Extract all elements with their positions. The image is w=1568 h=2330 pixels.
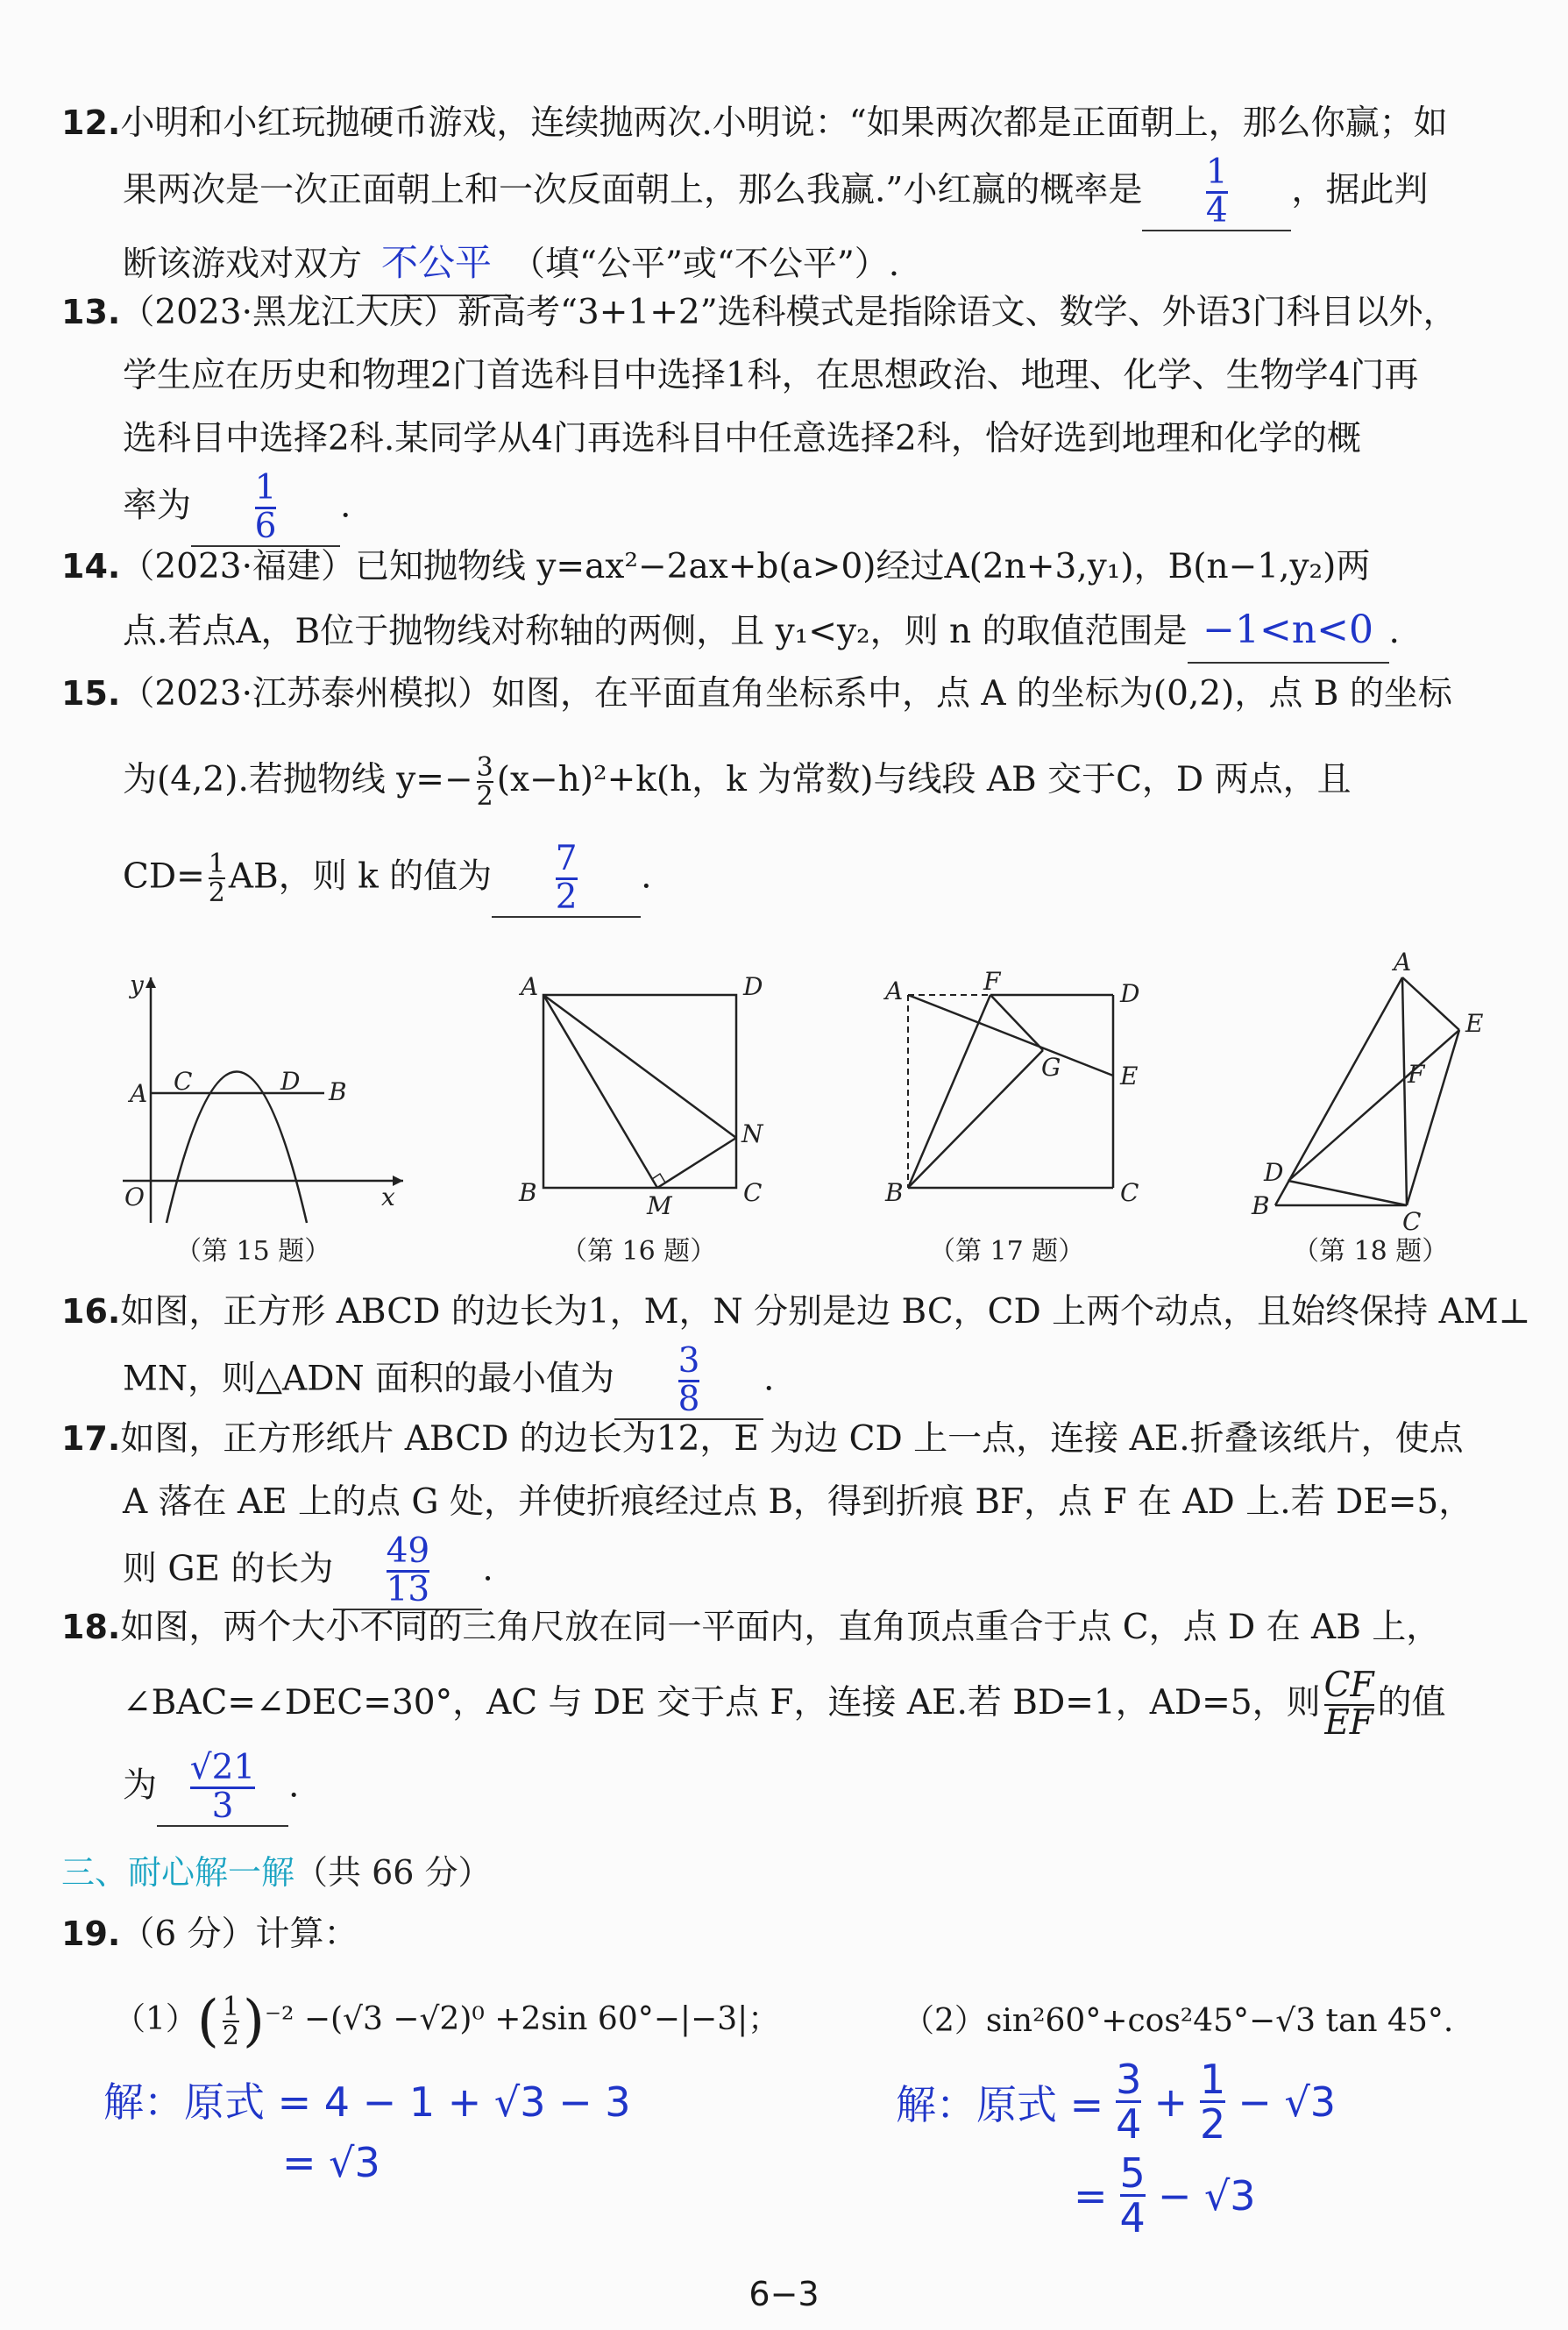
label-A: A <box>1394 951 1412 977</box>
q12-line2a: 果两次是一次正面朝上和一次反面朝上，那么我赢.”小红赢的概率是 <box>123 170 1143 210</box>
answer-blank <box>1142 155 1291 231</box>
q12-line1: 小明和小红玩抛硬币游戏，连续抛两次.小明说：“如果两次都是正面朝上，那么你赢；如 <box>120 103 1448 143</box>
q18-line3b: . <box>288 1765 300 1806</box>
denominator: 2 <box>476 781 493 812</box>
q14-line2a: 点.若点A，B位于抛物线对称轴的两侧，且 y₁<y₂，则 n 的取值范围是 <box>123 612 1188 651</box>
q13-line2: 学生应在历史和物理2门首选科目中选择1科，在思想政治、地理、化学、生物学4门再 <box>123 356 1419 395</box>
question-19 <box>61 1902 1551 1966</box>
numerator: 3 <box>476 751 493 783</box>
solution-1-line1: 解：原式 = 4 − 1 + √3 − 3 <box>103 2078 631 2126</box>
label-G: G <box>1041 1053 1061 1082</box>
denominator: 13 <box>386 1569 430 1609</box>
label-B: B <box>519 1178 537 1207</box>
q17-line3b: . <box>482 1549 493 1589</box>
numerator: √21 <box>189 1747 256 1787</box>
answer-blank <box>157 1747 288 1827</box>
solution-prefix: 解：原式 = <box>896 2080 1104 2128</box>
label-C: C <box>1120 1178 1139 1207</box>
label-B: B <box>885 1178 904 1207</box>
question-number: 16. <box>61 1292 121 1331</box>
q18-line2a: ∠BAC=∠DEC=30°，AC 与 DE 交于点 F，连接 AE.若 BD=1，AD=5，则 <box>123 1682 1321 1723</box>
q15-line2a: 为(4,2).若抛物线 y=− <box>123 760 473 799</box>
label-D: D <box>280 1067 301 1096</box>
label-D: D <box>1120 979 1140 1008</box>
solution-tail: − √3 <box>1157 2171 1256 2220</box>
q18-line3a: 为 <box>123 1765 158 1806</box>
question-15 <box>61 662 1551 918</box>
q18-line2b: 的值 <box>1377 1682 1446 1723</box>
label-B: B <box>329 1077 347 1106</box>
question-number: 12. <box>61 103 121 142</box>
question-number: 18. <box>61 1608 121 1646</box>
label-E: E <box>1120 1062 1139 1090</box>
question-13 <box>61 281 1551 547</box>
fraction <box>476 751 493 812</box>
denominator: 2 <box>555 877 578 917</box>
denominator: 2 <box>1200 2100 1226 2149</box>
label-B: B <box>1252 1191 1270 1220</box>
solution-tail: − √3 <box>1238 2078 1337 2126</box>
label-x: x <box>381 1183 395 1211</box>
q13-line4b: . <box>340 486 351 526</box>
figure-18 <box>1245 951 1525 1235</box>
label-N: N <box>741 1119 763 1148</box>
label-A: A <box>521 972 539 1001</box>
label-M: M <box>647 1191 672 1220</box>
numerator: 7 <box>555 839 578 878</box>
answer-text: 不公平 <box>362 231 511 296</box>
caption-15: （第 15 题） <box>175 1236 331 1267</box>
q13-line1: （2023·黑龙江大庆）新高考“3+1+2”选科模式是指除语文、数学、外语3门科目以外， <box>120 293 1458 332</box>
q17-line3a: 则 GE 的长为 <box>123 1549 334 1589</box>
plus-sign: + <box>1153 2078 1188 2126</box>
solution-1-line2: = √3 <box>282 2139 380 2186</box>
label-F: F <box>983 969 1001 996</box>
q12-line2b: ，据此判 <box>1291 170 1429 210</box>
section-title: 三、耐心解一解 <box>61 1853 295 1892</box>
answer-text: −1<n<0 <box>1188 599 1389 664</box>
numerator: 3 <box>678 1341 700 1381</box>
numerator: 1 <box>1205 153 1228 192</box>
q13-line4a: 率为 <box>123 486 192 526</box>
page-number: 6−3 <box>749 2275 819 2313</box>
q13-line3: 选科目中选择2科.某同学从4门再选科目中任意选择2科，恰好选到地理和化学的概 <box>123 419 1361 458</box>
numerator: 1 <box>222 1991 239 2022</box>
figure-16 <box>508 969 789 1235</box>
question-number: 19. <box>61 1914 121 1953</box>
q19-head: （6 分）计算： <box>120 1914 358 1954</box>
q16-line2a: MN，则△ADN 面积的最小值为 <box>123 1359 615 1399</box>
q19-part1: （1）( $\frac{1}{2}$ )⁻² −(√3 −√2)⁰ +2sin 60°−|−3|； <box>114 1989 780 2054</box>
label-E: E <box>1465 1009 1484 1038</box>
answer-fraction <box>1206 155 1228 230</box>
label-F: F <box>1408 1060 1425 1089</box>
ratio-fraction <box>1324 1668 1374 1742</box>
label-O: O <box>124 1183 145 1211</box>
fraction <box>209 850 225 907</box>
figure-17 <box>876 969 1157 1235</box>
label-C: C <box>743 1178 763 1207</box>
question-18 <box>61 1595 1551 1827</box>
question-number: 15. <box>61 674 121 713</box>
q18-line1: 如图，两个大小不同的三角尺放在同一平面内，直角顶点重合于点 C，点 D 在 AB 上， <box>120 1608 1441 1647</box>
numerator: 5 <box>1119 2149 1146 2197</box>
answer-blank <box>492 839 641 918</box>
q19-part2: （2）sin²60°+cos²45°−√3 tan 45°. <box>903 2003 1454 2039</box>
caption-16: （第 16 题） <box>561 1236 717 1267</box>
q12-line3a: 断该游戏对双方 <box>123 244 363 284</box>
part1-expression: ⁻² −(√3 −√2)⁰ +2sin 60°−|−3|； <box>264 2001 780 2037</box>
solution-2-line2 <box>1074 2149 1256 2242</box>
section-score: （共 66 分） <box>294 1853 492 1892</box>
solution-2-line1 <box>896 2056 1337 2149</box>
numerator: 1 <box>1200 2056 1226 2103</box>
numerator: 3 <box>1116 2056 1142 2103</box>
question-16 <box>61 1280 1551 1420</box>
denominator: 4 <box>1205 190 1228 231</box>
question-17 <box>61 1407 1551 1610</box>
caption-18: （第 18 题） <box>1293 1236 1449 1267</box>
q15-line3c: . <box>641 856 652 897</box>
label-C: C <box>174 1067 193 1096</box>
fraction <box>1116 2056 1142 2149</box>
denominator: 8 <box>678 1379 700 1419</box>
q12-line3b: （填“公平”或“不公平”）. <box>511 244 900 284</box>
label-D: D <box>743 972 763 1001</box>
numerator: 49 <box>386 1531 430 1571</box>
caption-17: （第 17 题） <box>929 1236 1085 1267</box>
q15-line3b: AB，则 k 的值为 <box>228 856 493 897</box>
question-14 <box>61 535 1551 664</box>
label-D: D <box>1264 1158 1284 1187</box>
denominator: 4 <box>1119 2194 1146 2242</box>
q14-line1: （2023·福建）已知抛物线 y=ax²−2ax+b(a>0)经过A(2n+3,y₁)，B(n−1,y₂)两 <box>120 547 1371 586</box>
numerator: 1 <box>208 848 225 879</box>
answer-fraction <box>555 839 578 917</box>
denominator: 2 <box>208 877 225 909</box>
fraction <box>1200 2056 1226 2149</box>
q15-line3a: CD= <box>123 856 205 897</box>
denominator: 3 <box>211 1786 234 1826</box>
figure-15 <box>114 969 412 1235</box>
fraction <box>223 1993 239 2050</box>
q15-line1: （2023·江苏泰州模拟）如图，在平面直角坐标系中，点 A 的坐标为(0,2)，点 B 的坐标 <box>120 674 1452 714</box>
q17-line2: A 落在 AE 上的点 G 处，并使折痕经过点 B，得到折痕 BF，点 F 在 AD 上.若 DE=5， <box>123 1482 1473 1522</box>
label-C: C <box>1402 1207 1422 1232</box>
equals-sign: = <box>1074 2171 1108 2220</box>
q16-line2b: . <box>763 1359 775 1399</box>
denominator: 2 <box>222 2021 239 2051</box>
label-A: A <box>885 977 904 1005</box>
numerator: 1 <box>254 468 277 508</box>
answer-fraction <box>189 1747 256 1826</box>
denominator: EF <box>1324 1702 1373 1743</box>
q17-line1: 如图，正方形纸片 ABCD 的边长为12，E 为边 CD 上一点，连接 AE.折叠该纸片，使点 <box>120 1419 1464 1459</box>
denominator: 4 <box>1116 2100 1142 2149</box>
q14-line2b: . <box>1388 612 1400 651</box>
question-12 <box>61 91 1551 296</box>
q15-line2b: (x−h)²+k(h，k 为常数)与线段 AB 交于C，D 两点，且 <box>496 760 1352 799</box>
label-y: y <box>130 970 144 999</box>
section-header <box>61 1845 492 1893</box>
part-label: （1） <box>114 2001 197 2037</box>
denominator: 6 <box>254 506 277 546</box>
numerator: CF <box>1323 1666 1374 1705</box>
question-number: 17. <box>61 1419 121 1458</box>
question-number: 13. <box>61 293 121 331</box>
q16-line1: 如图，正方形 ABCD 的边长为1，M，N 分别是边 BC，CD 上两个动点，且始终保持 AM⊥ <box>120 1292 1531 1332</box>
question-number: 14. <box>61 547 121 586</box>
label-A: A <box>130 1079 148 1108</box>
fraction <box>1119 2149 1146 2242</box>
